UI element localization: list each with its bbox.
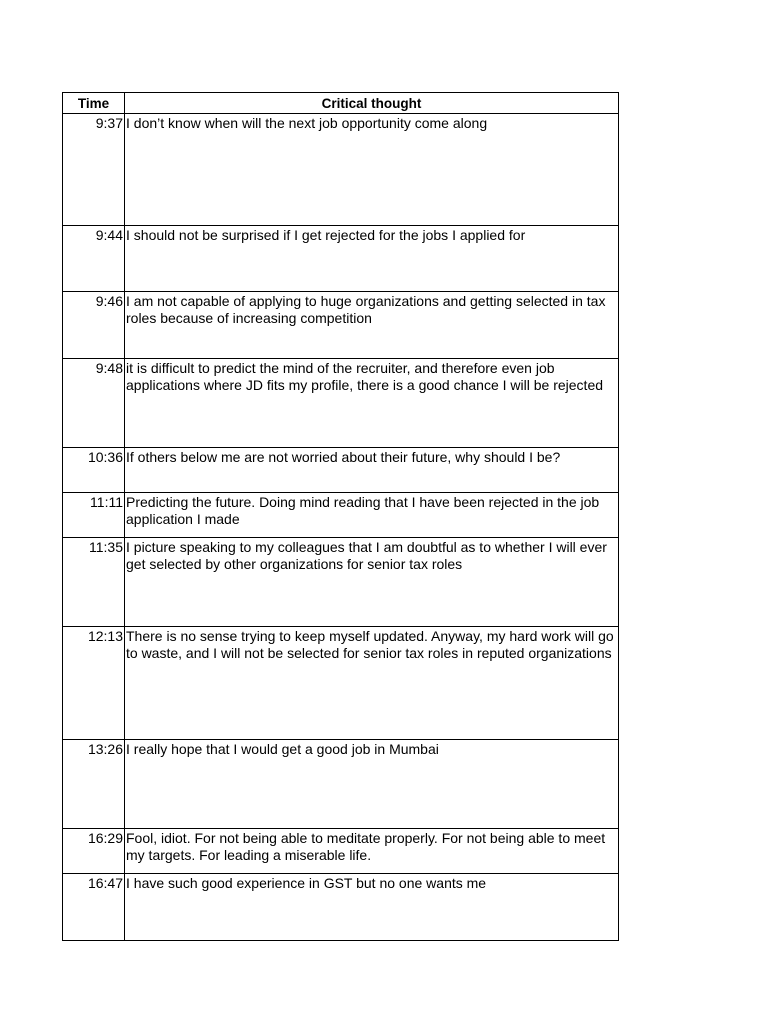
table-row xyxy=(63,740,619,829)
time-cell: 9:44 xyxy=(63,226,125,292)
time-cell: 11:35 xyxy=(63,538,125,627)
thought-cell: I don’t know when will the next job opportunity come along xyxy=(125,114,619,226)
table-row xyxy=(63,874,619,941)
table-header-row xyxy=(63,93,619,114)
time-column-header: Time xyxy=(63,93,125,114)
time-cell: 12:13 xyxy=(63,627,125,740)
time-cell: 16:47 xyxy=(63,874,125,941)
thought-cell: Fool, idiot. For not being able to meditate properly. For not being able to meet my targets. For leading a miserable life. xyxy=(125,829,619,874)
thought-cell: I should not be surprised if I get rejected for the jobs I applied for xyxy=(125,226,619,292)
table-row xyxy=(63,829,619,874)
thought-cell: I am not capable of applying to huge organizations and getting selected in tax roles because of increasing competition xyxy=(125,292,619,359)
thought-cell: If others below me are not worried about their future, why should I be? xyxy=(125,448,619,493)
time-cell: 9:37 xyxy=(63,114,125,226)
time-cell: 16:29 xyxy=(63,829,125,874)
thought-cell: I picture speaking to my colleagues that I am doubtful as to whether I will ever get selected by other organizations for senior tax roles xyxy=(125,538,619,627)
table-row xyxy=(63,448,619,493)
table-row xyxy=(63,292,619,359)
time-cell: 9:48 xyxy=(63,359,125,448)
table-row xyxy=(63,359,619,448)
table-row xyxy=(63,538,619,627)
table-row xyxy=(63,114,619,226)
table-row xyxy=(63,493,619,538)
table-row xyxy=(63,627,619,740)
critical-thoughts-table xyxy=(62,92,619,941)
time-cell: 11:11 xyxy=(63,493,125,538)
thought-cell: Predicting the future. Doing mind reading that I have been rejected in the job application I made xyxy=(125,493,619,538)
thought-cell: I really hope that I would get a good job in Mumbai xyxy=(125,740,619,829)
thought-cell: it is difficult to predict the mind of the recruiter, and therefore even job applications where JD fits my profile, there is a good chance I will be rejected xyxy=(125,359,619,448)
time-cell: 10:36 xyxy=(63,448,125,493)
time-cell: 9:46 xyxy=(63,292,125,359)
critical-thought-column-header: Critical thought xyxy=(125,93,619,114)
table-row xyxy=(63,226,619,292)
time-cell: 13:26 xyxy=(63,740,125,829)
thought-cell: I have such good experience in GST but no one wants me xyxy=(125,874,619,941)
thought-cell: There is no sense trying to keep myself updated. Anyway, my hard work will go to waste, and I will not be selected for senior tax roles in reputed organizations xyxy=(125,627,619,740)
